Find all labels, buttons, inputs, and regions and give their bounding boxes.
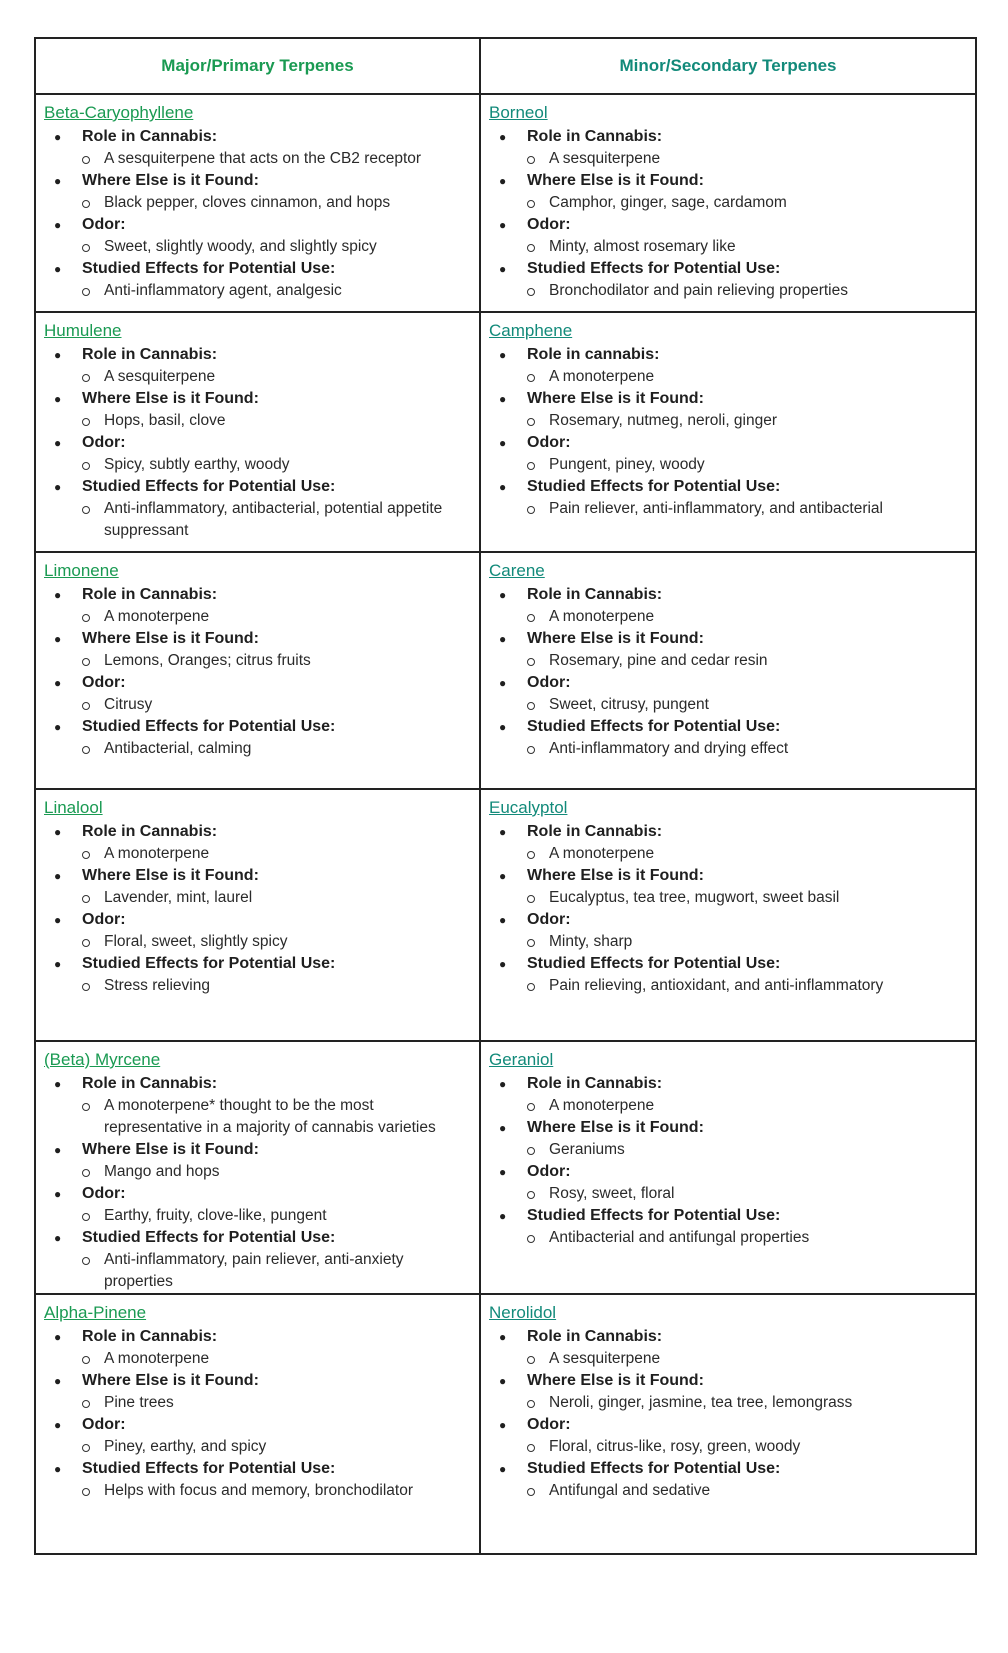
list-item: A sesquiterpene bbox=[527, 148, 967, 170]
terpene-properties-list bbox=[489, 1073, 967, 1249]
circle-bullet-icon bbox=[527, 1356, 535, 1364]
terpene-properties-list bbox=[44, 1073, 471, 1293]
list-item: Floral, sweet, slightly spicy bbox=[82, 931, 471, 953]
list-item: Rosemary, pine and cedar resin bbox=[527, 650, 967, 672]
circle-bullet-icon bbox=[82, 702, 90, 710]
list-item: ● Where Else is it Found: Eucalyptus, tea tree, mugwort, sweet basil bbox=[489, 865, 967, 909]
list-item: ● Odor: Minty, sharp bbox=[489, 909, 967, 953]
list-item: ● Studied Effects for Potential Use: Helps with focus and memory, bronchodilator bbox=[44, 1458, 471, 1502]
terpene-properties-list bbox=[44, 821, 471, 997]
terpene-name-link[interactable]: Nerolidol bbox=[489, 1303, 557, 1322]
bullet-icon: ● bbox=[499, 392, 507, 406]
bullet-icon: ● bbox=[54, 1418, 62, 1432]
circle-bullet-icon bbox=[82, 1488, 90, 1496]
list-item: Black pepper, cloves cinnamon, and hops bbox=[82, 192, 471, 214]
list-item: ● Studied Effects for Potential Use: Antibacterial, calming bbox=[44, 716, 471, 760]
bullet-icon: ● bbox=[499, 588, 507, 602]
terpene-properties-list bbox=[489, 126, 967, 302]
bullet-icon: ● bbox=[499, 262, 507, 276]
bullet-icon: ● bbox=[54, 392, 62, 406]
major-terpene-cell bbox=[35, 1041, 480, 1294]
list-item: ● Odor: Sweet, slightly woody, and slightly spicy bbox=[44, 214, 471, 258]
circle-bullet-icon bbox=[82, 462, 90, 470]
list-item: ● Role in Cannabis: A monoterpene bbox=[44, 584, 471, 628]
list-item: Pine trees bbox=[82, 1392, 471, 1414]
list-item: A monoterpene bbox=[527, 1095, 967, 1117]
list-item: Earthy, fruity, clove-like, pungent bbox=[82, 1205, 471, 1227]
terpene-properties-list bbox=[44, 584, 471, 760]
bullet-icon: ● bbox=[499, 720, 507, 734]
circle-bullet-icon bbox=[527, 895, 535, 903]
bullet-icon: ● bbox=[54, 218, 62, 232]
circle-bullet-icon bbox=[82, 895, 90, 903]
bullet-icon: ● bbox=[499, 869, 507, 883]
list-item: Anti-inflammatory, antibacterial, potential appetite suppressant bbox=[82, 498, 471, 542]
list-item: Pain relieving, antioxidant, and anti-inflammatory bbox=[527, 975, 967, 997]
bullet-icon: ● bbox=[499, 913, 507, 927]
circle-bullet-icon bbox=[527, 1191, 535, 1199]
list-item: Lavender, mint, laurel bbox=[82, 887, 471, 909]
terpene-name-link[interactable]: Limonene bbox=[44, 561, 119, 580]
minor-terpene-cell bbox=[480, 552, 976, 789]
list-item: ● Odor: Minty, almost rosemary like bbox=[489, 214, 967, 258]
list-item: ● Where Else is it Found: Neroli, ginger, jasmine, tea tree, lemongrass bbox=[489, 1370, 967, 1414]
list-item: ● Odor: Rosy, sweet, floral bbox=[489, 1161, 967, 1205]
minor-terpene-cell bbox=[480, 1294, 976, 1554]
list-item: Antibacterial and antifungal properties bbox=[527, 1227, 967, 1249]
list-item: Helps with focus and memory, bronchodilator bbox=[82, 1480, 471, 1502]
circle-bullet-icon bbox=[527, 1400, 535, 1408]
bullet-icon: ● bbox=[54, 825, 62, 839]
list-item: ● Studied Effects for Potential Use: Anti-inflammatory agent, analgesic bbox=[44, 258, 471, 302]
bullet-icon: ● bbox=[54, 1330, 62, 1344]
list-item: ● Where Else is it Found: Camphor, ginger, sage, cardamom bbox=[489, 170, 967, 214]
list-item: ● Studied Effects for Potential Use: Anti-inflammatory and drying effect bbox=[489, 716, 967, 760]
list-item: A monoterpene bbox=[82, 1348, 471, 1370]
list-item: ● Where Else is it Found: Geraniums bbox=[489, 1117, 967, 1161]
bullet-icon: ● bbox=[499, 480, 507, 494]
circle-bullet-icon bbox=[527, 702, 535, 710]
table-row bbox=[35, 1294, 976, 1554]
list-item: ● Odor: Floral, sweet, slightly spicy bbox=[44, 909, 471, 953]
circle-bullet-icon bbox=[527, 156, 535, 164]
circle-bullet-icon bbox=[527, 506, 535, 514]
list-item: ● Where Else is it Found: Lemons, Oranges; citrus fruits bbox=[44, 628, 471, 672]
bullet-icon: ● bbox=[54, 436, 62, 450]
circle-bullet-icon bbox=[527, 462, 535, 470]
terpene-properties-list bbox=[489, 1326, 967, 1502]
terpene-name-link[interactable]: Camphene bbox=[489, 321, 573, 340]
minor-terpene-cell bbox=[480, 94, 976, 312]
list-item: ● Where Else is it Found: Lavender, mint, laurel bbox=[44, 865, 471, 909]
list-item: A monoterpene bbox=[82, 843, 471, 865]
circle-bullet-icon bbox=[527, 200, 535, 208]
terpene-name-link[interactable]: Linalool bbox=[44, 798, 103, 817]
bullet-icon: ● bbox=[499, 1209, 507, 1223]
terpene-properties-list bbox=[489, 821, 967, 997]
circle-bullet-icon bbox=[82, 1213, 90, 1221]
circle-bullet-icon bbox=[527, 939, 535, 947]
bullet-icon: ● bbox=[499, 1165, 507, 1179]
bullet-icon: ● bbox=[54, 174, 62, 188]
circle-bullet-icon bbox=[82, 1103, 90, 1111]
terpene-properties-list bbox=[44, 126, 471, 302]
list-item: ● Odor: Piney, earthy, and spicy bbox=[44, 1414, 471, 1458]
list-item: A monoterpene bbox=[527, 366, 967, 388]
bullet-icon: ● bbox=[499, 1077, 507, 1091]
list-item: ● Studied Effects for Potential Use: Anti-inflammatory, antibacterial, potential appetite suppressant bbox=[44, 476, 471, 542]
bullet-icon: ● bbox=[499, 1374, 507, 1388]
circle-bullet-icon bbox=[82, 1400, 90, 1408]
bullet-icon: ● bbox=[54, 480, 62, 494]
circle-bullet-icon bbox=[527, 1235, 535, 1243]
major-terpene-cell bbox=[35, 552, 480, 789]
circle-bullet-icon bbox=[82, 614, 90, 622]
bullet-icon: ● bbox=[499, 348, 507, 362]
bullet-icon: ● bbox=[499, 218, 507, 232]
bullet-icon: ● bbox=[499, 1462, 507, 1476]
list-item: Hops, basil, clove bbox=[82, 410, 471, 432]
list-item: Minty, almost rosemary like bbox=[527, 236, 967, 258]
bullet-icon: ● bbox=[54, 348, 62, 362]
major-terpene-cell bbox=[35, 312, 480, 552]
list-item: A sesquiterpene bbox=[527, 1348, 967, 1370]
bullet-icon: ● bbox=[54, 869, 62, 883]
circle-bullet-icon bbox=[82, 156, 90, 164]
list-item: A sesquiterpene that acts on the CB2 receptor bbox=[82, 148, 471, 170]
table-row bbox=[35, 552, 976, 789]
major-terpenes-header: Major/Primary Terpenes bbox=[35, 38, 480, 94]
list-item: ● Role in Cannabis: A sesquiterpene that acts on the CB2 receptor bbox=[44, 126, 471, 170]
list-item: ● Role in Cannabis: A sesquiterpene bbox=[489, 1326, 967, 1370]
list-item: Bronchodilator and pain relieving properties bbox=[527, 280, 967, 302]
circle-bullet-icon bbox=[82, 1444, 90, 1452]
list-item: ● Role in cannabis: A monoterpene bbox=[489, 344, 967, 388]
list-item: Stress relieving bbox=[82, 975, 471, 997]
circle-bullet-icon bbox=[82, 939, 90, 947]
bullet-icon: ● bbox=[499, 676, 507, 690]
list-item: ● Role in Cannabis: A monoterpene bbox=[489, 1073, 967, 1117]
list-item: Antibacterial, calming bbox=[82, 738, 471, 760]
list-item: Antifungal and sedative bbox=[527, 1480, 967, 1502]
list-item: ● Role in Cannabis: A monoterpene bbox=[489, 821, 967, 865]
circle-bullet-icon bbox=[527, 983, 535, 991]
list-item: ● Where Else is it Found: Mango and hops bbox=[44, 1139, 471, 1183]
list-item: A monoterpene bbox=[82, 606, 471, 628]
table-header-row bbox=[35, 38, 976, 94]
circle-bullet-icon bbox=[82, 200, 90, 208]
terpene-name-link[interactable]: Borneol bbox=[489, 103, 548, 122]
table-row bbox=[35, 312, 976, 552]
list-item: Anti-inflammatory agent, analgesic bbox=[82, 280, 471, 302]
circle-bullet-icon bbox=[82, 1257, 90, 1265]
table-row bbox=[35, 94, 976, 312]
list-item: Neroli, ginger, jasmine, tea tree, lemongrass bbox=[527, 1392, 967, 1414]
circle-bullet-icon bbox=[82, 418, 90, 426]
list-item: Citrusy bbox=[82, 694, 471, 716]
list-item: Rosy, sweet, floral bbox=[527, 1183, 967, 1205]
list-item: ● Role in Cannabis: A monoterpene bbox=[489, 584, 967, 628]
bullet-icon: ● bbox=[499, 174, 507, 188]
bullet-icon: ● bbox=[54, 1143, 62, 1157]
major-terpene-cell bbox=[35, 94, 480, 312]
list-item: ● Odor: Earthy, fruity, clove-like, pungent bbox=[44, 1183, 471, 1227]
circle-bullet-icon bbox=[527, 244, 535, 252]
list-item: A monoterpene bbox=[527, 843, 967, 865]
circle-bullet-icon bbox=[527, 1444, 535, 1452]
list-item: Anti-inflammatory and drying effect bbox=[527, 738, 967, 760]
terpene-name-link[interactable]: Geraniol bbox=[489, 1050, 554, 1069]
circle-bullet-icon bbox=[82, 983, 90, 991]
list-item: Floral, citrus-like, rosy, green, woody bbox=[527, 1436, 967, 1458]
list-item: ● Where Else is it Found: Hops, basil, clove bbox=[44, 388, 471, 432]
list-item: Spicy, subtly earthy, woody bbox=[82, 454, 471, 476]
circle-bullet-icon bbox=[527, 1488, 535, 1496]
list-item: ● Role in Cannabis: A sesquiterpene bbox=[44, 344, 471, 388]
minor-terpenes-header: Minor/Secondary Terpenes bbox=[480, 38, 976, 94]
circle-bullet-icon bbox=[527, 614, 535, 622]
bullet-icon: ● bbox=[499, 632, 507, 646]
terpene-properties-list bbox=[44, 1326, 471, 1502]
terpene-name-link[interactable]: Eucalyptol bbox=[489, 798, 568, 817]
list-item: ● Studied Effects for Potential Use: Antibacterial and antifungal properties bbox=[489, 1205, 967, 1249]
bullet-icon: ● bbox=[54, 588, 62, 602]
list-item: ● Where Else is it Found: Pine trees bbox=[44, 1370, 471, 1414]
bullet-icon: ● bbox=[54, 1374, 62, 1388]
circle-bullet-icon bbox=[527, 851, 535, 859]
list-item: Piney, earthy, and spicy bbox=[82, 1436, 471, 1458]
circle-bullet-icon bbox=[82, 658, 90, 666]
list-item: ● Role in Cannabis: A monoterpene bbox=[44, 1326, 471, 1370]
list-item: Camphor, ginger, sage, cardamom bbox=[527, 192, 967, 214]
list-item: ● Odor: Spicy, subtly earthy, woody bbox=[44, 432, 471, 476]
bullet-icon: ● bbox=[54, 130, 62, 144]
terpene-properties-list bbox=[489, 344, 967, 520]
bullet-icon: ● bbox=[499, 1121, 507, 1135]
list-item: Mango and hops bbox=[82, 1161, 471, 1183]
terpene-name-link[interactable]: Beta-Caryophyllene bbox=[44, 103, 194, 122]
list-item: Pungent, piney, woody bbox=[527, 454, 967, 476]
terpene-properties-list bbox=[489, 584, 967, 760]
major-terpene-cell bbox=[35, 789, 480, 1041]
circle-bullet-icon bbox=[82, 506, 90, 514]
bullet-icon: ● bbox=[54, 1187, 62, 1201]
terpene-document bbox=[34, 37, 975, 1555]
list-item: A monoterpene* thought to be the most representative in a majority of cannabis varieties bbox=[82, 1095, 471, 1139]
list-item: Anti-inflammatory, pain reliever, anti-anxiety properties bbox=[82, 1249, 471, 1293]
bullet-icon: ● bbox=[54, 1231, 62, 1245]
minor-terpene-cell bbox=[480, 312, 976, 552]
list-item: ● Odor: Sweet, citrusy, pungent bbox=[489, 672, 967, 716]
terpene-name-link[interactable]: Humulene bbox=[44, 321, 122, 340]
list-item: ● Role in Cannabis: A monoterpene* thought to be the most representative in a majority of cannabis varieties bbox=[44, 1073, 471, 1139]
terpene-properties-list bbox=[44, 344, 471, 542]
list-item: ● Odor: Floral, citrus-like, rosy, green, woody bbox=[489, 1414, 967, 1458]
bullet-icon: ● bbox=[54, 632, 62, 646]
list-item: A sesquiterpene bbox=[82, 366, 471, 388]
list-item: ● Studied Effects for Potential Use: Anti-inflammatory, pain reliever, anti-anxiety properties bbox=[44, 1227, 471, 1293]
list-item: ● Odor: Pungent, piney, woody bbox=[489, 432, 967, 476]
major-terpene-cell bbox=[35, 1294, 480, 1554]
circle-bullet-icon bbox=[527, 288, 535, 296]
circle-bullet-icon bbox=[527, 746, 535, 754]
bullet-icon: ● bbox=[54, 1462, 62, 1476]
circle-bullet-icon bbox=[527, 418, 535, 426]
list-item: Minty, sharp bbox=[527, 931, 967, 953]
bullet-icon: ● bbox=[499, 1330, 507, 1344]
circle-bullet-icon bbox=[527, 658, 535, 666]
bullet-icon: ● bbox=[54, 676, 62, 690]
list-item: Pain reliever, anti-inflammatory, and antibacterial bbox=[527, 498, 967, 520]
circle-bullet-icon bbox=[82, 1169, 90, 1177]
list-item: ● Studied Effects for Potential Use: Bronchodilator and pain relieving properties bbox=[489, 258, 967, 302]
list-item: ● Where Else is it Found: Rosemary, nutmeg, neroli, ginger bbox=[489, 388, 967, 432]
list-item: Eucalyptus, tea tree, mugwort, sweet basil bbox=[527, 887, 967, 909]
bullet-icon: ● bbox=[499, 436, 507, 450]
list-item: ● Studied Effects for Potential Use: Antifungal and sedative bbox=[489, 1458, 967, 1502]
bullet-icon: ● bbox=[54, 720, 62, 734]
circle-bullet-icon bbox=[82, 288, 90, 296]
minor-terpene-cell bbox=[480, 789, 976, 1041]
circle-bullet-icon bbox=[82, 1356, 90, 1364]
bullet-icon: ● bbox=[499, 130, 507, 144]
bullet-icon: ● bbox=[499, 957, 507, 971]
circle-bullet-icon bbox=[527, 374, 535, 382]
circle-bullet-icon bbox=[82, 746, 90, 754]
circle-bullet-icon bbox=[82, 244, 90, 252]
list-item: A monoterpene bbox=[527, 606, 967, 628]
list-item: ● Studied Effects for Potential Use: Pain relieving, antioxidant, and anti-inflammatory bbox=[489, 953, 967, 997]
bullet-icon: ● bbox=[499, 1418, 507, 1432]
circle-bullet-icon bbox=[527, 1147, 535, 1155]
list-item: ● Role in Cannabis: A monoterpene bbox=[44, 821, 471, 865]
terpene-name-link[interactable]: Carene bbox=[489, 561, 545, 580]
list-item: Geraniums bbox=[527, 1139, 967, 1161]
bullet-icon: ● bbox=[54, 957, 62, 971]
bullet-icon: ● bbox=[54, 262, 62, 276]
circle-bullet-icon bbox=[82, 374, 90, 382]
list-item: ● Where Else is it Found: Rosemary, pine and cedar resin bbox=[489, 628, 967, 672]
table-row bbox=[35, 789, 976, 1041]
list-item: ● Studied Effects for Potential Use: Pain reliever, anti-inflammatory, and antibacterial bbox=[489, 476, 967, 520]
circle-bullet-icon bbox=[82, 851, 90, 859]
list-item: Sweet, slightly woody, and slightly spicy bbox=[82, 236, 471, 258]
list-item: Sweet, citrusy, pungent bbox=[527, 694, 967, 716]
minor-terpene-cell bbox=[480, 1041, 976, 1294]
list-item: ● Where Else is it Found: Black pepper, cloves cinnamon, and hops bbox=[44, 170, 471, 214]
list-item: ● Odor: Citrusy bbox=[44, 672, 471, 716]
circle-bullet-icon bbox=[527, 1103, 535, 1111]
list-item: Lemons, Oranges; citrus fruits bbox=[82, 650, 471, 672]
terpene-table bbox=[34, 37, 977, 1555]
bullet-icon: ● bbox=[54, 913, 62, 927]
list-item: ● Studied Effects for Potential Use: Stress relieving bbox=[44, 953, 471, 997]
terpene-name-link[interactable]: (Beta) Myrcene bbox=[44, 1050, 161, 1069]
list-item: Rosemary, nutmeg, neroli, ginger bbox=[527, 410, 967, 432]
bullet-icon: ● bbox=[54, 1077, 62, 1091]
bullet-icon: ● bbox=[499, 825, 507, 839]
terpene-name-link[interactable]: Alpha-Pinene bbox=[44, 1303, 147, 1322]
table-row bbox=[35, 1041, 976, 1294]
list-item: ● Role in Cannabis: A sesquiterpene bbox=[489, 126, 967, 170]
